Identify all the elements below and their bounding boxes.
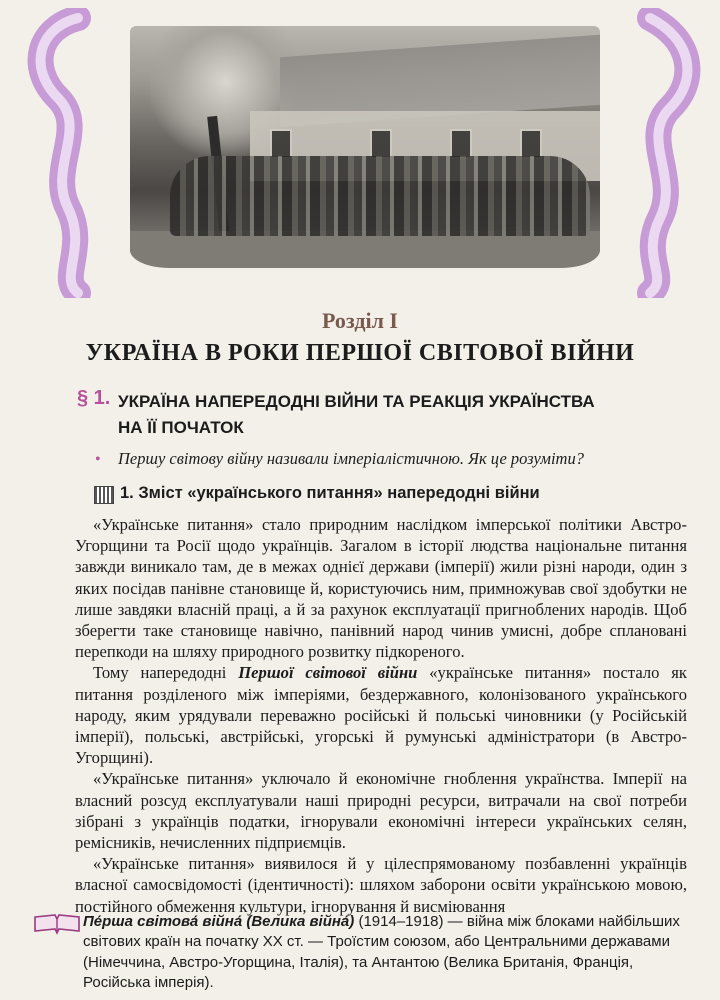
historical-photo [130,26,600,268]
body-paragraph-4: «Українське питання» виявилося й у цілеспрямованому позбавленні українців власної самосвідомості (ідентичності): шляхом заборони освіти українською мовою, постійного обмеження культури, ігнорування й висміювання [75,854,687,916]
subsection-heading: 1. Зміст «українського питання» напередодні війни [120,484,540,502]
term-highlight: Першої світової війни [238,663,418,683]
scroll-ribbon-left-icon [18,8,138,298]
question-bullet: • [95,451,101,468]
chapter-banner [0,0,720,290]
book-pages-icon [94,486,114,504]
glossary-note [83,912,688,994]
body-paragraph-2: Тому напередодні Першої світової війни «українське питання» постало як питання розділеного між імперіями, бездержавного, колонізованого українського народу, яким урядували переважно російські й польські чиновники (у Російській імперії), польські, австрійські, угорські й румунські адміністратори (в Австро-Угорщині). [75,663,687,768]
body-text [75,514,687,917]
body-paragraph-3: «Українське питання» уключало й економічне гноблення українства. Імперії на власний розсуд експлуатували наші природні ресурси, витрачали на свої потреби зібрані з українців податки, ігнорували економічні інтереси українських селян, ремісників, нечисленних підприємців. [75,769,687,853]
glossary-definition: (1914–1918) — війна між блоками найбільших світових країн на початку XX ст. — Троїстим союзом, або Центральними державами (Німеччина, Австро-Угорщина, Італія), та Антантою (Велика Британія, Франція, Російська імперія). [83,913,680,992]
crowd-of-people [170,156,590,236]
paragraph-title: УКРАЇНА НАПЕРЕДОДНІ ВІЙНИ ТА РЕАКЦІЯ УКРАЇНСТВА НА ЇЇ ПОЧАТОК [118,392,595,437]
paragraph-number: § 1. [77,387,111,409]
section-title: УКРАЇНА В РОКИ ПЕРШОЇ СВІТОВОЇ ВІЙНИ [85,340,635,366]
glossary-term: Пе́рша світова́ війна́ (Велика війна́) [83,913,355,930]
section-label: Розділ I [322,308,398,333]
body-paragraph-1: «Українське питання» стало природним наслідком імперської політики Австро-Угорщини та Росії щодо українців. Загалом в історії людства національне питання завжди виникало там, де в межах однієї держави (імперії) жили різні народи, один з яких посідав панівне становище й, користуючись ним, примножував свої здобутки не лише завдяки власній праці, а й за рахунок експлуатації пригноблених народів. Щоб зберегти таке становище навічно, панівний народ чинив умисні, добре сплановані перепкоди на шляху природного розвитку підкореного. [75,515,687,662]
scroll-ribbon-right-icon [590,8,710,298]
open-book-icon [33,913,81,935]
intro-question: Першу світову війну називали імперіалістичною. Як це розуміти? [118,449,584,468]
ground [130,231,600,268]
